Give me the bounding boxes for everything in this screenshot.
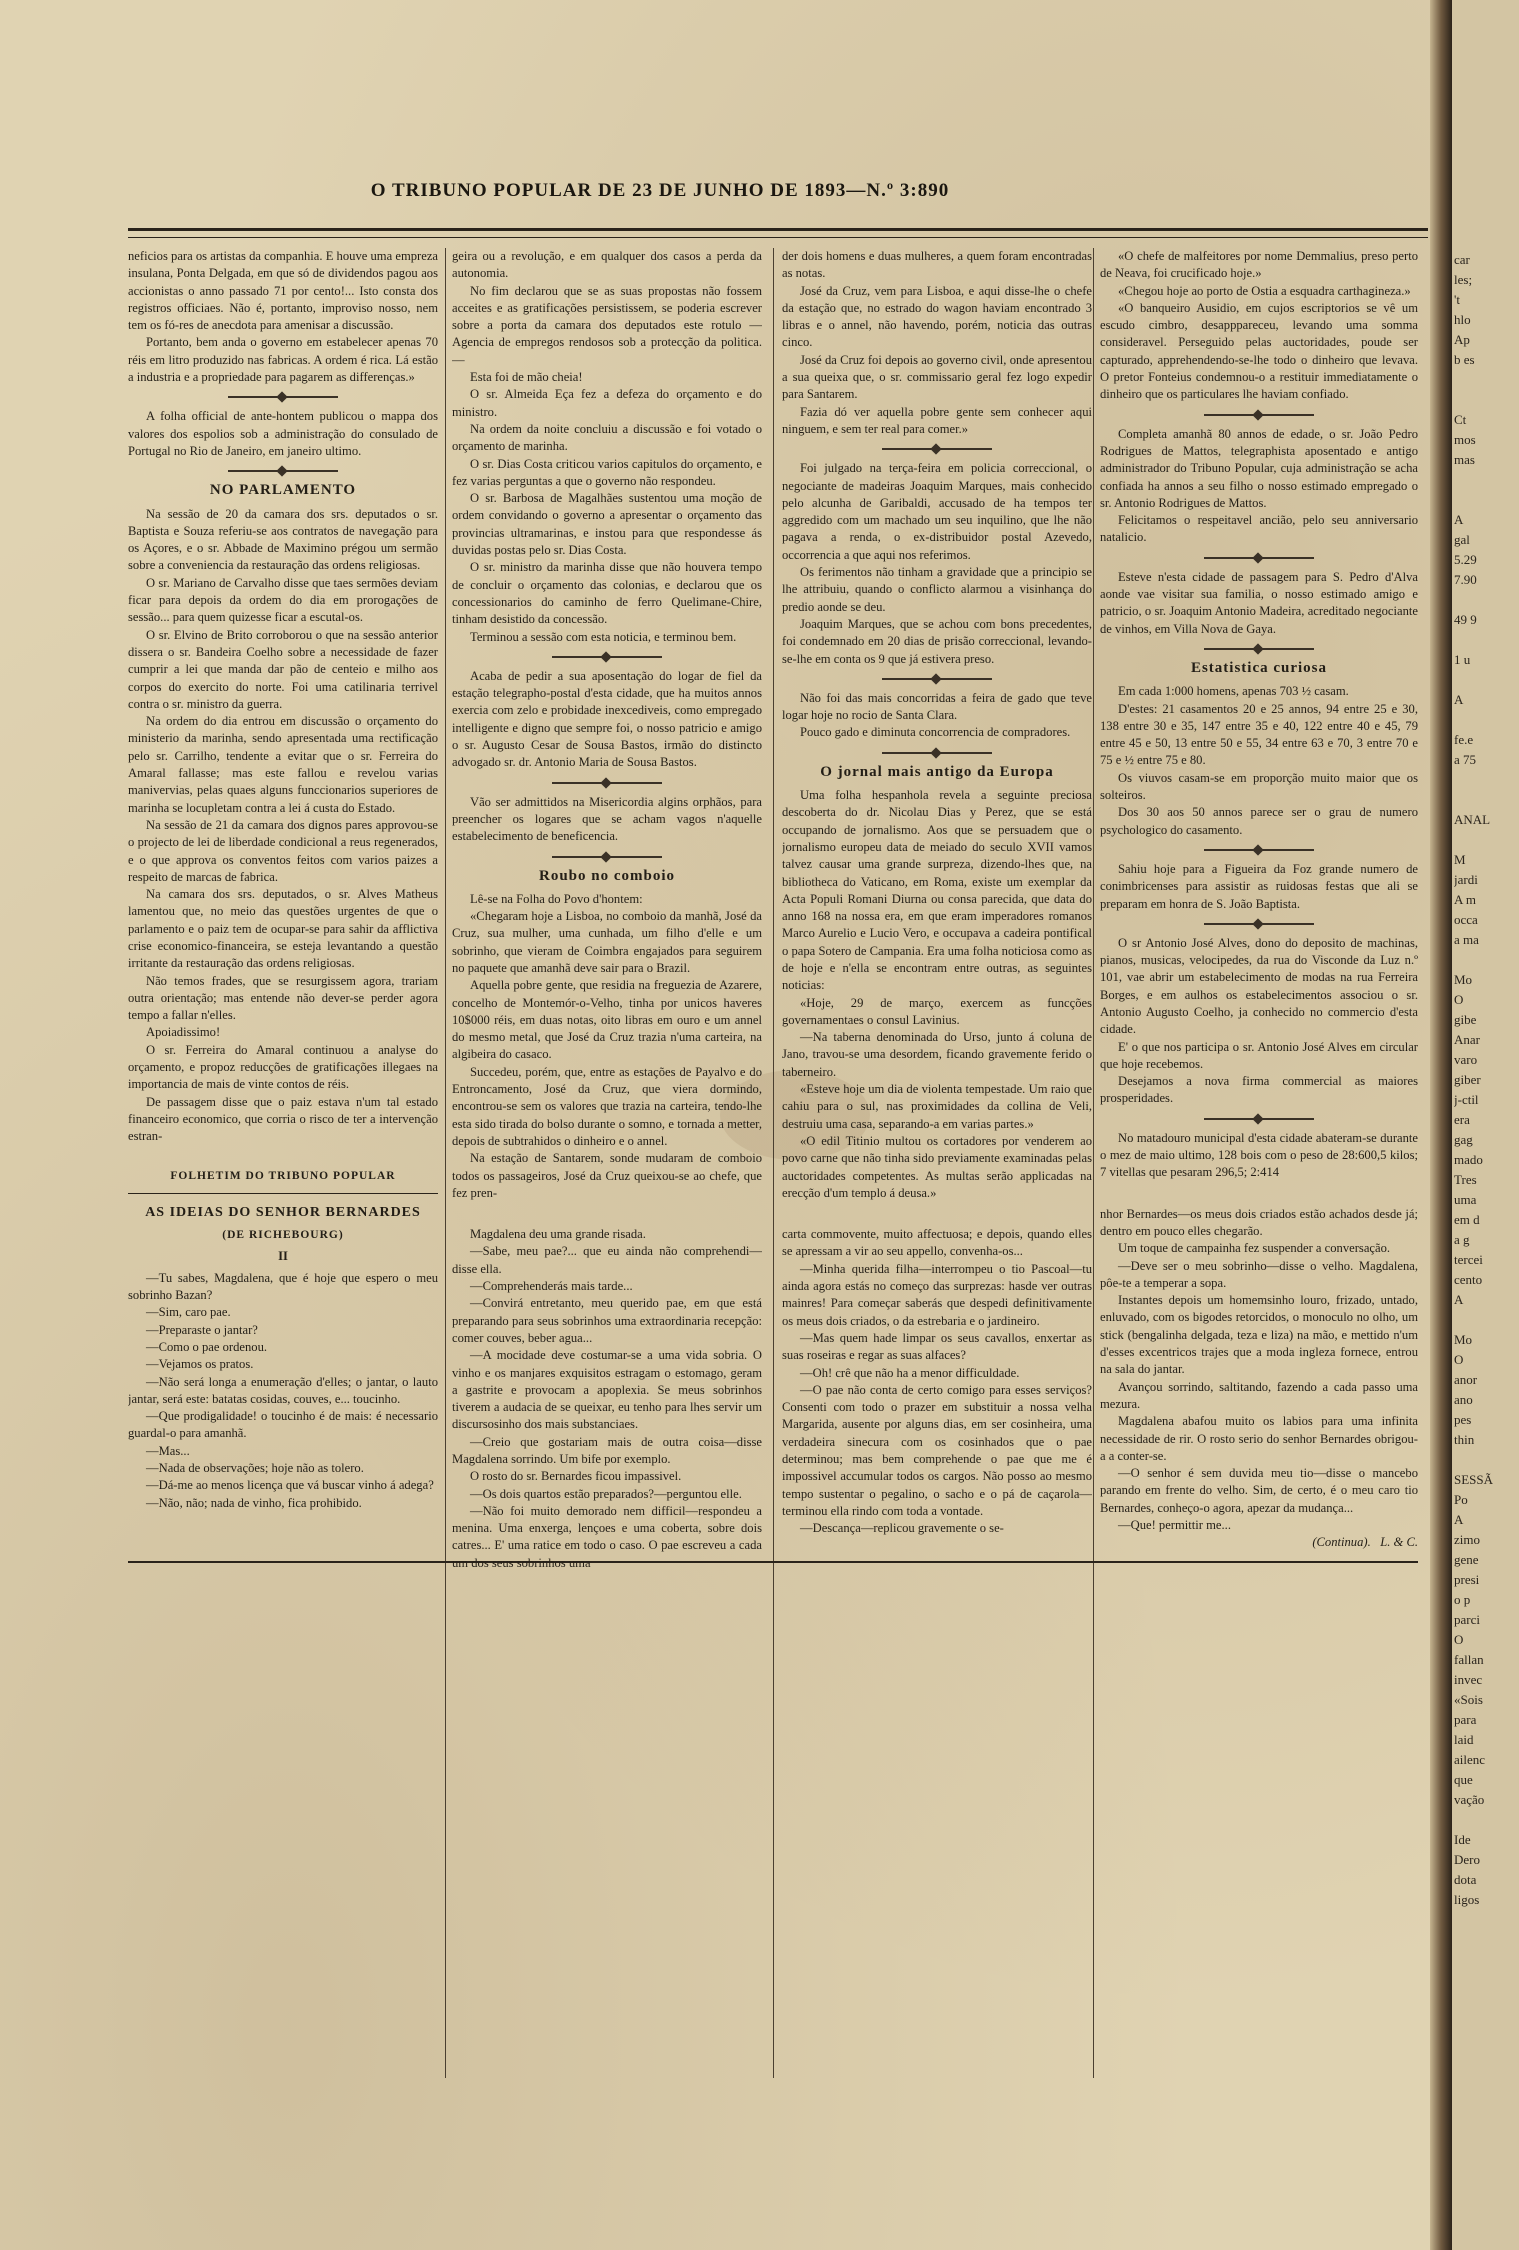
section-heading: NO PARLAMENTO	[209, 482, 357, 499]
section-heading: Roubo no comboio	[538, 867, 676, 884]
next-page-line: hlo	[1454, 312, 1471, 327]
paragraph: Pouco gado e diminuta concorrencia de compradores.	[800, 725, 1071, 740]
dialogue-line: —Dá-me ao menos licença que vá buscar vinho á adega?	[146, 1478, 434, 1493]
next-page-line: dota	[1454, 1872, 1477, 1887]
next-page-line: mado	[1454, 1152, 1483, 1167]
next-page-line	[1454, 950, 1516, 970]
next-page-line: Dero	[1454, 1852, 1480, 1867]
next-page-line: que	[1454, 1772, 1473, 1787]
next-page-line	[1454, 670, 1516, 690]
separator-ornament	[882, 448, 992, 450]
paragraph: «O chefe de malfeitores por nome Demmalius, preso perto de Neava, foi crucificado hoje.»	[1100, 249, 1418, 281]
folhetim-author: (DE RICHEBOURG)	[222, 1229, 344, 1242]
next-page-line: Mo	[1454, 1332, 1473, 1347]
separator-ornament	[882, 678, 992, 680]
next-page-line: gag	[1454, 1132, 1473, 1147]
next-page-line: a ma	[1454, 932, 1479, 947]
paragraph: Na sessão de 21 da camara dos dignos pares approvou-se o projecto de lei de liberdade condicional a reus regenerados, e o que approva os conventos feitos com varios paizes a respeito de marcas de fabrica.	[128, 817, 438, 884]
next-page-line: pes	[1454, 1412, 1472, 1427]
next-page-line: parci	[1454, 1612, 1480, 1627]
paragraph: Lê-se na Folha do Povo d'hontem:	[470, 891, 643, 906]
next-page-line: A	[1454, 692, 1464, 707]
next-page-line: uma	[1454, 1192, 1477, 1207]
separator-ornament	[1204, 648, 1314, 650]
next-page-line: Ap	[1454, 332, 1470, 347]
paragraph: No fim declarou que se as suas propostas não fossem acceites e as gratificações persistissem, se poderia escrever sobre a porta da camara dos deputados este rotulo — Agencia de empregos rendosos sob a protecção da politica.—	[452, 283, 762, 367]
next-page-line: O	[1454, 1632, 1464, 1647]
next-page-line: j-ctil	[1454, 1092, 1479, 1107]
next-page-line: Ct	[1454, 412, 1467, 427]
next-page-line: zimo	[1454, 1532, 1480, 1547]
dialogue-line: —O senhor é sem duvida meu tio—disse o mancebo parando em frente do velho. Sim, de certo, é o meu caro tio Bernardes, conheço-o agora, apezar da mudança...	[1100, 1466, 1418, 1515]
dialogue-line: —Como o pae ordenou.	[146, 1339, 268, 1354]
paragraph: O sr. ministro da marinha disse que não houvera tempo de concluir o orçamento das colonias, e declarou que os concessionarios do caminho de ferro Quelimane-Chire, tinham desistido da concessão.	[452, 560, 762, 627]
column-rule	[773, 248, 774, 2078]
paragraph: Não temos frades, que se resurgissem agora, trariam outra orientação; mas entende não dever-se perder agora tempo a fallar n'elles.	[128, 973, 438, 1023]
paragraph: Joaquim Marques, que se achou com bons precedentes, foi condemnado em 20 dias de prisão correccional, levando-se-lhe em conta os 9 que já estivera preso.	[782, 616, 1092, 666]
dialogue-line: —Mas...	[146, 1443, 190, 1458]
column-1	[128, 248, 438, 2153]
next-page-line: era	[1454, 1112, 1470, 1127]
dialogue-line: —O pae não conta de certo comigo para esses serviços? Consenti com todo o prazer em substituir a nossa velha Margarida, ausente por alguns dias, em ser cosinheira, uma verdadeira sinecura com os cosinhados que o pae determinou; mas bem comprehende o pae que me é impossivel accumular todos os cargos. Não posso ao mesmo tempo sustentar o pegalino, o sacho e o pá de caçarola—terminou ella rindo com toda a vontade.	[782, 1382, 1092, 1518]
continua-note	[1100, 1534, 1418, 1551]
paragraph: José da Cruz foi depois ao governo civil, onde apresentou a sua queixa que, o sr. commissario geral fez logo expedir para Santarem.	[782, 352, 1092, 402]
separator-ornament	[1204, 849, 1314, 851]
paragraph: Na camara dos srs. deputados, o sr. Alves Matheus lamentou que, no meio das questões urgentes de que o parlamento e o paiz tem de ocupar-se para sahir da afflictiva crise economico-financeira, se esteja levantando a questão irritante da restauração das ordens religiosas.	[128, 887, 438, 971]
folhetim-title: AS IDEIAS DO SENHOR BERNARDES	[145, 1204, 421, 1220]
paragraph: Em cada 1:000 homens, apenas 703 ½ casam.	[1118, 684, 1349, 699]
paragraph: O sr Antonio José Alves, dono do deposito de machinas, pianos, musicas, velocipedes, da rua do Visconde da Luz n.º 101, vae abrir um estabelecimento de modas na rua Ferreira Borges, e em aulhos os estabelecimentos associou o sr. Antonio Augusto Coelho, ja conhecido no commercio d'esta cidade.	[1100, 935, 1418, 1037]
next-page-line	[1454, 770, 1516, 790]
next-page-line	[1454, 590, 1516, 610]
dialogue-line: —Tu sabes, Magdalena, que é hoje que espero o meu sobrinho Bazan?	[128, 1270, 438, 1303]
dialogue-line: —A mocidade deve costumar-se a uma vida sobria. O vinho e os manjares exquisitos estragam o estomago, geram a gastrite e provocam a apoplexia. Se meus sobrinhos tiverem a audacia de se queixar, eu tenho para lhes servir um discursosinho dos mais substanciaes.	[452, 1348, 762, 1432]
separator-ornament	[552, 856, 662, 858]
next-page-line: 5.29	[1454, 552, 1477, 567]
paragraph: Succedeu, porém, que, entre as estações de Payalvo e do Entroncamento, José da Cruz, que viera dormindo, encontrou-se sem os valores que trazia na carteira, tendo-lhe esta sido tirada do bolso durante o somno, e tornada a metter, depois de subtrahidos o dinheiro e o annel.	[452, 1064, 762, 1148]
next-page-edge	[1452, 0, 1519, 2250]
next-page-line: O	[1454, 992, 1464, 1007]
paragraph: José da Cruz, vem para Lisboa, e aqui disse-lhe o chefe da estação que, no estrado do wagon haviam encontrado 3 libras e o annel, não havendo, porém, noticia das outras cinco.	[782, 283, 1092, 350]
paragraph: Fazia dó ver aquella pobre gente sem conhecer aqui ninguem, e sem ter real para comer.»	[782, 404, 1092, 436]
paragraph: Terminou a sessão com esta noticia, e terminou bem.	[470, 629, 737, 644]
paragraph: Desejamos a nova firma commercial as maiores prosperidades.	[1100, 1074, 1418, 1106]
paragraph: «O banqueiro Ausidio, em cujos escriptorios se vê um escudo cimbro, desapppareceu, levando uma somma consideravel. Perseguido pelas auctoridades, poude ser capturado, apprehendendo-se-lhe todo o dinheiro que levava. O pretor Fonteius condemnou-o a restituir immediatamente o dinheiro que os particulares lhe haviam confiado.	[1100, 300, 1418, 402]
dialogue-line: —Não foi muito demorado nem difficil—respondeu a menina. Uma enxerga, lençoes e uma coberta, sobre dois catres... E' uma ratice em todo o caso. O pae escreveu a cada um dos seus sobrinhos uma	[452, 1503, 762, 1570]
next-page-line: 't	[1454, 292, 1460, 307]
paragraph: Esta foi de mão cheia!	[470, 370, 583, 385]
next-page-line: a g	[1454, 1232, 1470, 1247]
separator-ornament	[1204, 923, 1314, 925]
next-page-line: fallan	[1454, 1652, 1484, 1667]
next-page-line	[1454, 370, 1516, 390]
next-page-line: ailenc	[1454, 1752, 1486, 1767]
paragraph: O sr. Mariano de Carvalho disse que taes sermões deviam ficar para depois da ordem do dia em prorogações de sessão... para quem quizesse ficar a escutal-os.	[128, 575, 438, 625]
next-page-line: vação	[1454, 1792, 1485, 1807]
next-page-line: o p	[1454, 1592, 1471, 1607]
dialogue-line: —Sim, caro pae.	[146, 1305, 231, 1320]
dialogue-line: —Mas quem hade limpar os seus cavallos, enxertar as suas roseiras e regar as suas alfaces?	[782, 1330, 1092, 1363]
dialogue-line: —Não será longa a enumeração d'elles; o jantar, o lauto jantar, será este: batatas cosidas, couves, e... toucinho.	[128, 1374, 438, 1406]
next-page-line: mos	[1454, 432, 1476, 447]
paragraph: Vão ser admittidos na Misericordia algins orphãos, para preencher os logares que se acham vagos n'aquelle estabelecimento de beneficencia.	[452, 794, 762, 844]
next-page-line: Anar	[1454, 1032, 1480, 1047]
paragraph: «Chegaram hoje a Lisboa, no comboio da manhã, José da Cruz, sua mulher, uma cunhada, um filho d'elle e um sobrinho, que vieram de Coimbra engajados para seguirem no paquete que amanhã deve sair para o Brazil.	[452, 909, 762, 975]
paragraph: Os viuvos casam-se em proporção muito maior que os solteiros.	[1100, 770, 1418, 803]
paragraph: Os ferimentos não tinham a gravidade que a principio se lhe attribuiu, quando o conflicto alarmou a visinhança do predio aonde se deu.	[782, 565, 1092, 614]
dialogue-line: Um toque de campainha fez suspender a conversação.	[1118, 1241, 1391, 1256]
next-page-line	[1454, 790, 1516, 810]
paragraph: Dos 30 aos 50 annos parece ser o grau de numero psychologico do casamento.	[1100, 805, 1418, 837]
paragraph: Aquella pobre gente, que residia na freguezia de Azarere, concelho de Montemór-o-Velho, tinha por unicos haveres 10$000 réis, em duas notas, oito libras em ouro e um annel do mesmo metal, que José da Cruz trazia n'uma carteira, na algibeira do casaco.	[452, 978, 762, 1062]
next-page-line: gibe	[1454, 1012, 1477, 1027]
dialogue-line: —Comprehenderás mais tarde...	[470, 1279, 633, 1294]
paragraph: Uma folha hespanhola revela a seguinte preciosa descoberta do dr. Nicolau Dias y Perez, que se está occupando de jornalismo. Aos que se persuadem que o jornalismo europeu data de meiado do seculo XVII vamos talvez causar uma grande surpreza, dizendo-lhes que, na bibliotheca do Vaticano, em Roma, existe um exemplar da Acta Populi Romani Diurna ou consa parecida, que data do anno 168 na nossa era, em que eram imperadores romanos Marco Aurelio e Lucio Vero, e occupava a cadeira pontifical o papa Sotero de Campania. Era uma folha noticiosa como as de hoje e n'ella se encontram entre outras, as seguintes noticias:	[782, 788, 1092, 993]
next-page-line: les;	[1454, 272, 1473, 287]
dialogue-line: nhor Bernardes—os meus dois criados estão achados desde já; dentro em pouco elles chegarão.	[1100, 1206, 1418, 1238]
next-page-line: gene	[1454, 1552, 1479, 1567]
next-page-line	[1454, 1810, 1516, 1830]
paragraph: D'estes: 21 casamentos 20 e 25 annos, 94 entre 25 e 30, 138 entre 30 e 35, 147 entre 35 e 40, 122 entre 40 e 45, 79 entre 45 e 50, 13 entre 50 e 55, 34 entre 63 e 70, 3 entre 70 e 75 e ½ entre 75 e 80.	[1100, 701, 1418, 768]
next-page-line: gal	[1454, 532, 1470, 547]
next-page-line	[1454, 710, 1516, 730]
next-page-line	[1454, 830, 1516, 850]
paragraph: Acaba de pedir a sua aposentação do logar de fiel da estação telegrapho-postal d'esta cidade, que ha muitos annos exercia com zelo e probidade inexcediveis, como empregado intelligente e digno que sempre foi, o nosso patricio e amigo o sr. Augusto Cesar de Sousa Bastos, irmão do distincto advogado sr. dr. Antonio Maria de Sousa Bastos.	[452, 668, 762, 770]
next-page-fragments	[1454, 250, 1516, 1910]
next-page-line: ligos	[1454, 1892, 1480, 1907]
next-page-line: A	[1454, 512, 1464, 527]
separator-ornament	[228, 470, 338, 472]
next-page-line: fe.e	[1454, 732, 1474, 747]
paragraph: O sr. Almeida Eça fez a defeza do orçamento e do ministro.	[452, 387, 762, 419]
separator-ornament	[552, 656, 662, 658]
dialogue-line: —Deve ser o meu sobrinho—disse o velho. Magdalena, pôe-te a temperar a sopa.	[1100, 1258, 1418, 1290]
continua-text: (Continua).	[1312, 1535, 1371, 1550]
next-page-line: mas	[1454, 452, 1475, 467]
column-4	[1100, 248, 1418, 2153]
next-page-line: A m	[1454, 892, 1477, 907]
paragraph: E' o que nos participa o sr. Antonio José Alves em circular que hoje recebemos.	[1100, 1039, 1418, 1071]
next-page-line	[1454, 390, 1516, 410]
paragraph: der dois homens e duas mulheres, a quem foram encontradas as notas.	[782, 249, 1092, 281]
next-page-line: tercei	[1454, 1252, 1483, 1267]
section-heading: Estatistica curiosa	[1190, 659, 1328, 676]
section-heading: O jornal mais antigo da Europa	[820, 763, 1054, 780]
paragraph: —Na taberna denominada do Urso, junto á coluna de Jano, travou-se uma desordem, ficando gravemente ferido o taberneiro.	[782, 1030, 1092, 1079]
separator-ornament	[228, 396, 338, 398]
paragraph: Na ordem da noite concluiu a discussão e foi votado o orçamento de marinha.	[452, 421, 762, 454]
paragraph: O sr. Barbosa de Magalhães sustentou uma moção de ordem convidando o governo a apresentar o orçamento das provincias ultramarinas, e instou para que respondesse ás duvidas postas pelo sr. Dias Costa.	[452, 491, 762, 558]
next-page-line	[1454, 490, 1516, 510]
dialogue-line: Magdalena abafou muito os labios para uma infinita necessidade de rir. O rosto serio do senhor Bernardes obrigou-a a conter-se.	[1100, 1414, 1418, 1463]
next-page-line: b es	[1454, 352, 1475, 367]
next-page-line: cento	[1454, 1272, 1483, 1287]
next-page-line: ano	[1454, 1392, 1473, 1407]
paragraph: Na ordem do dia entrou em discussão o orçamento do ministerio da marinha, sendo apresentada uma rectificação pelo sr. Carrilho, tendente a evitar que o sr. Ferreira do Amaral fallasse; mas este fallou e revelou varias manivervias, pelas quaes alguns funccionarios superiores de marinha se locupletam contra a lei á custa do Estado.	[128, 714, 438, 815]
next-page-line: A	[1454, 1292, 1464, 1307]
dialogue-line: —Que prodigalidade! o toucinho é de mais: é necessario guardal-o para amanhã.	[128, 1409, 438, 1441]
next-page-line: thin	[1454, 1432, 1475, 1447]
dialogue-line: —Que! permittir me...	[1118, 1518, 1231, 1532]
next-page-line: SESSÃ	[1454, 1472, 1494, 1487]
next-page-line	[1454, 470, 1516, 490]
next-page-line: jardi	[1454, 872, 1478, 887]
paragraph: Felicitamos o respeitavel ancião, pelo seu anniversario natalicio.	[1100, 513, 1418, 545]
dialogue-line: —Minha querida filha—interrompeu o tio Pascoal—tu ainda agora estás no começo das surprezas: hasde ver outras mainres! Para começar saberás que despedi definitivamente os meus dois criados, o da estrebaria e o jardineiro.	[782, 1261, 1092, 1328]
next-page-line: M	[1454, 852, 1466, 867]
paragraph: Portanto, bem anda o governo em estabelecer apenas 70 réis em litro produzido nas fabricas. A ordem é rica. Lá estão a industria e a propriedade para pagarem as differenças.»	[128, 335, 438, 385]
next-page-line: invec	[1454, 1672, 1483, 1687]
next-page-line: Po	[1454, 1492, 1468, 1507]
next-page-line: 7.90	[1454, 572, 1477, 587]
dialogue-line: —Preparaste o jantar?	[146, 1322, 258, 1337]
separator-ornament	[1204, 414, 1314, 416]
dialogue-line: —Os dois quartos estão preparados?—perguntou elle.	[470, 1486, 742, 1501]
dialogue-line: Magdalena deu uma grande risada.	[470, 1227, 646, 1242]
column-rule	[445, 248, 446, 2078]
paragraph: Na sessão de 20 da camara dos srs. deputados o sr. Baptista e Souza referiu-se aos contratos de navegação para os Açores, e o sr. Abbade de Maximino prégou um sermão sobre a conveniencia da restauração das ordens religiosas.	[128, 506, 438, 573]
dialogue-line: —Descança—replicou gravemente o se-	[800, 1521, 1004, 1536]
running-head-text: O TRIBUNO POPULAR DE 23 DE JUNHO DE 1893—N.º 3:890	[370, 180, 950, 201]
next-page-line	[1454, 630, 1516, 650]
dialogue-line: —Convirá entretanto, meu querido pae, em que está preparando para seus sobrinhos uma extraordinaria recepção: comer couves, beber agua...	[452, 1296, 762, 1345]
dialogue-line: —Vejamos os pratos.	[146, 1357, 254, 1372]
next-page-line: laid	[1454, 1732, 1474, 1747]
next-page-line: presi	[1454, 1572, 1480, 1587]
dialogue-line: —Nada de observações; hoje não as tolero.	[146, 1461, 364, 1475]
rule	[128, 1193, 438, 1194]
paragraph: Não foi das mais concorridas a feira de gado que teve logar hoje no rocio de Santa Clara.	[782, 690, 1092, 723]
paragraph: Esteve n'esta cidade de passagem para S. Pedro d'Alva aonde vae visitar sua familia, o nosso estimado amigo e patricio, o sr. Joaquim Antonio Madeira, acreditado negociante de vinhos, em Villa Nova de Gaya.	[1100, 569, 1418, 636]
running-head	[130, 166, 1190, 216]
dialogue-line: Instantes depois um homemsinho louro, frizado, untado, enluvado, com os bigodes retorcidos, o monoculo no olho, um stick (bengalinha delgada, teza e liza) na mão, e mettido n'um d'esses excentricos trajes que a moda ingleza fornece, entrou na sala do jantar.	[1100, 1293, 1418, 1377]
next-page-line: car	[1454, 252, 1470, 267]
column-3	[782, 248, 1092, 2153]
column-rule	[1093, 248, 1094, 2078]
paragraph: «O edil Titinio multou os cortadores por venderem ao povo carne que não tinha sido previamente examinadas pelas auctoridades competentes. As multas serão applicadas na erecção d'um templo á deusa.»	[782, 1133, 1092, 1200]
next-page-line: «Sois	[1454, 1692, 1483, 1707]
next-page-line	[1454, 1450, 1516, 1470]
paragraph: Sahiu hoje para a Figueira da Foz grande numero de conimbricenses para assistir as ruidosas festas que ali se preparam em honra de S. João Baptista.	[1100, 861, 1418, 911]
separator-ornament	[882, 752, 992, 754]
dialogue-line: —Sabe, meu pae?... que eu ainda não comprehendi—disse ella.	[452, 1244, 762, 1276]
separator-ornament	[1204, 1118, 1314, 1120]
paragraph: A folha official de ante-hontem publicou o mappa dos valores dos espolios sob a administração do consulado de Portugal no Rio de Janeiro, em janeiro ultimo.	[128, 409, 438, 458]
next-page-line	[1454, 1310, 1516, 1330]
paragraph: O sr. Dias Costa criticou varios capitulos do orçamento, e fez varias perguntas a que o governo não respondeu.	[452, 456, 762, 488]
next-page-line: ANAL	[1454, 812, 1491, 827]
dialogue-line: —Creio que gostariam mais de outra coisa—disse Magdalena sorrindo. Um bife por exemplo.	[452, 1434, 762, 1466]
next-page-line: anor	[1454, 1372, 1478, 1387]
signature: L. & C.	[1380, 1535, 1418, 1550]
paragraph: Foi julgado na terça-feira em policia correccional, o negociante de madeiras Joaquim Marques, mais conhecido pelo alcunha de Garibaldi, accusado de ha tempos ter aggredido com um machado um seu inquilino, que lhe não pagava a renda, o ex-distribuidor postal Azevedo, occorrencia a que aqui nos referimos.	[782, 461, 1092, 562]
dialogue-line: —Oh! crê que não ha a menor difficuldade.	[800, 1365, 1020, 1380]
next-page-line: 49 9	[1454, 612, 1477, 627]
next-page-line: 1 u	[1454, 652, 1471, 667]
paragraph: «Chegou hoje ao porto de Ostia a esquadra carthagineza.»	[1118, 283, 1411, 298]
dialogue-line: —Não, não; nada de vinho, fica prohibido.	[146, 1495, 362, 1510]
dialogue-line: carta commovente, muito affectuosa; e depois, quando elles se apressam a vir ao seu appello, convenha-os...	[782, 1227, 1092, 1259]
next-page-line: Mo	[1454, 972, 1473, 987]
next-page-line: occa	[1454, 912, 1478, 927]
paragraph: Completa amanhã 80 annos de edade, o sr. João Pedro Rodrigues de Mattos, telegraphista aposentado e antigo administrador do Tribuno Popular, cuja administração se acha confiada ha annos a seu filho o nosso estimado empregado o sr. Antonio Rodrigues de Mattos.	[1100, 426, 1418, 510]
paragraph: O sr. Ferreira do Amaral continuou a analyse do orçamento, e propoz reducções de gratificações illegaes na importancia de mais de vinte contos de réis.	[128, 1042, 438, 1092]
next-page-line: Tres	[1454, 1172, 1477, 1187]
separator-ornament	[552, 782, 662, 784]
column-2	[452, 248, 762, 2153]
next-page-line: para	[1454, 1712, 1477, 1727]
next-page-line: Ide	[1454, 1832, 1471, 1847]
next-page-line: A	[1454, 1512, 1464, 1527]
next-page-line: a 75	[1454, 752, 1477, 767]
separator-ornament	[1204, 557, 1314, 559]
book-gutter	[1430, 0, 1452, 2250]
dialogue-line: O rosto do sr. Bernardes ficou impassivel.	[470, 1469, 682, 1484]
folhetim-part: II	[278, 1249, 288, 1264]
paragraph: De passagem disse que o paiz estava n'um tal estado financeiro economico, que corria o risco de ter a intervenção estran-	[128, 1094, 438, 1144]
paragraph: Na estação de Santarem, sonde mudaram de comboio todos os passageiros, José da Cruz queixou-se ao chefe, que fez pren-	[452, 1151, 762, 1200]
paragraph: neficios para os artistas da companhia. E houve uma empreza insulana, Ponta Delgada, em que só de dividendos pagou aos accionistas o anno passado 71 por cento!... Isto consta dos registros officiaes. Não é, portanto, improviso nosso, nem tem os fó-res de anecdota para amenisar a discussão.	[128, 249, 438, 333]
next-page-line: O	[1454, 1352, 1464, 1367]
next-page-line: giber	[1454, 1072, 1481, 1087]
paragraph: No matadouro municipal d'esta cidade abateram-se durante o mez de maio ultimo, 128 bois com o peso de 28:600,5 kilos; 7 vitellas que pesaram 296,5; 2:414	[1100, 1130, 1418, 1180]
paragraph: O sr. Elvino de Brito corroborou o que na sessão anterior dissera o sr. Bandeira Coelho sobre a necessidade de fazer cumprir a lei que manda dar pão de centeio e milho aos corpos do exercito do norte. Foi uma catilinaria terrivel contra o sr. ministro da guerra.	[128, 627, 438, 711]
paragraph: geira ou a revolução, e em qualquer dos casos a perda da autonomia.	[452, 249, 762, 281]
next-page-line: em d	[1454, 1212, 1480, 1227]
header-rule	[128, 228, 1428, 238]
paragraph: «Hoje, 29 de março, exercem as funcções governamentaes o consul Lavinius.	[782, 995, 1092, 1027]
dialogue-line: Avançou sorrindo, saltitando, fazendo a cada passo uma mezura.	[1100, 1379, 1418, 1411]
next-page-line: varo	[1454, 1052, 1478, 1067]
paragraph: «Esteve hoje um dia de violenta tempestade. Um raio que cahiu para o sul, nas proximidades da collina de Veli, destruiu uma casa, separando-a em varias partes.»	[782, 1082, 1092, 1131]
paragraph: Apoiadissimo!	[146, 1025, 221, 1040]
folhetim-heading: FOLHETIM DO TRIBUNO POPULAR	[170, 1169, 396, 1182]
